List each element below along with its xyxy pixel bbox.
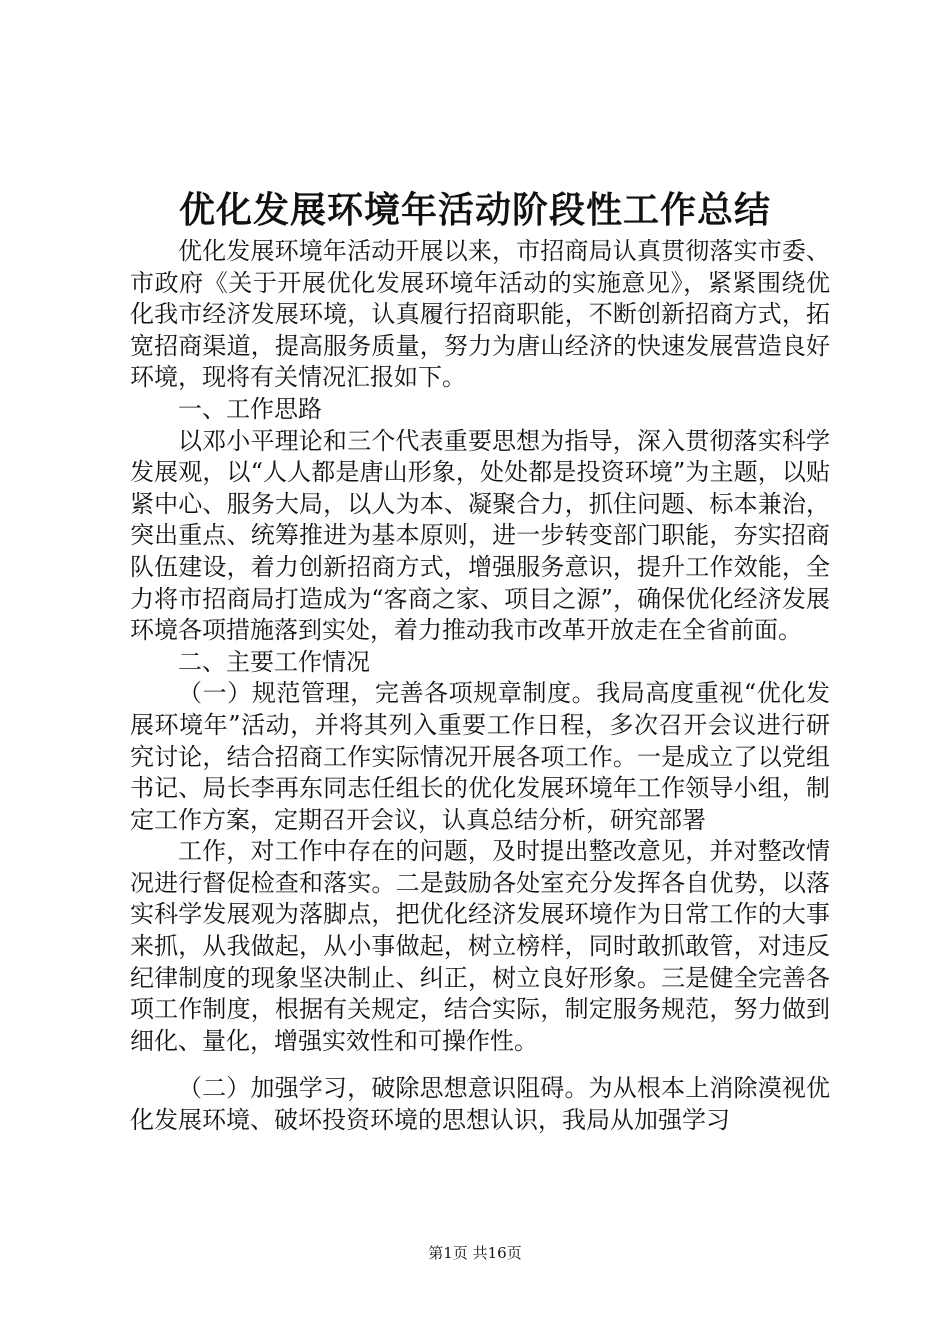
subsection-1-paragraph: （一）规范管理，完善各项规章制度。我局高度重视“优化发展环境年”活动，并将其列入重要工作日程，多次召开会议进行研究讨论，结合招商工作实际情况开展各项工作。一是成立了以党组书记、局长李再东同志任组长的优化发展环境年工作领导小组，制定工作方案，定期召开会议，认真总结分析，研究部署 [130, 679, 830, 834]
work-approach-paragraph: 以邓小平理论和三个代表重要思想为指导，深入贯彻落实科学发展观，以“人人都是唐山形象，处处都是投资环境”为主题，以贴紧中心、服务大局，以人为本、凝聚合力，抓住问题、标本兼治，突出重点、统筹推进为基本原则，进一步转变部门职能，夯实招商队伍建设，着力创新招商方式，增强服务意识，提升工作效能，全力将市招商局打造成为“客商之家、项目之源”，确保优化经济发展环境各项措施落到实处，着力推动我市改革开放走在全省前面。 [130, 426, 830, 645]
intro-paragraph: 优化发展环境年活动开展以来，市招商局认真贯彻落实市委、市政府《关于开展优化发展环境年活动的实施意见》，紧紧围绕优化我市经济发展环境，认真履行招商职能，不断创新招商方式，拓宽招商渠道，提高服务质量，努力为唐山经济的快速发展营造良好环境，现将有关情况汇报如下。 [130, 237, 830, 392]
section-heading-main-work: 二、主要工作情况 [178, 647, 370, 676]
section-heading-work-approach: 一、工作思路 [178, 394, 322, 423]
paragraph-gap [130, 1057, 830, 1073]
subsection-2-paragraph: （二）加强学习，破除思想意识阻碍。为从根本上消除漠视优化发展环境、破坏投资环境的思想认识，我局从加强学习 [130, 1074, 830, 1135]
document-title: 优化发展环境年活动阶段性工作总结 [178, 189, 771, 231]
subsection-1-continuation-paragraph: 工作，对工作中存在的问题，及时提出整改意见，并对整改情况进行督促检查和落实。二是鼓励各处室充分发挥各自优势，以落实科学发展观为落脚点，把优化经济发展环境作为日常工作的大事来抓，从我做起，从小事做起，树立榜样，同时敢抓敢管，对违反纪律制度的现象坚决制止、纠正，树立良好形象。三是健全完善各项工作制度，根据有关规定，结合实际，制定服务规范，努力做到细化、量化，增强实效性和可操作性。 [130, 837, 830, 1055]
page-footer: 第1页 共16页 [428, 1244, 522, 1262]
document-body [130, 236, 830, 1137]
